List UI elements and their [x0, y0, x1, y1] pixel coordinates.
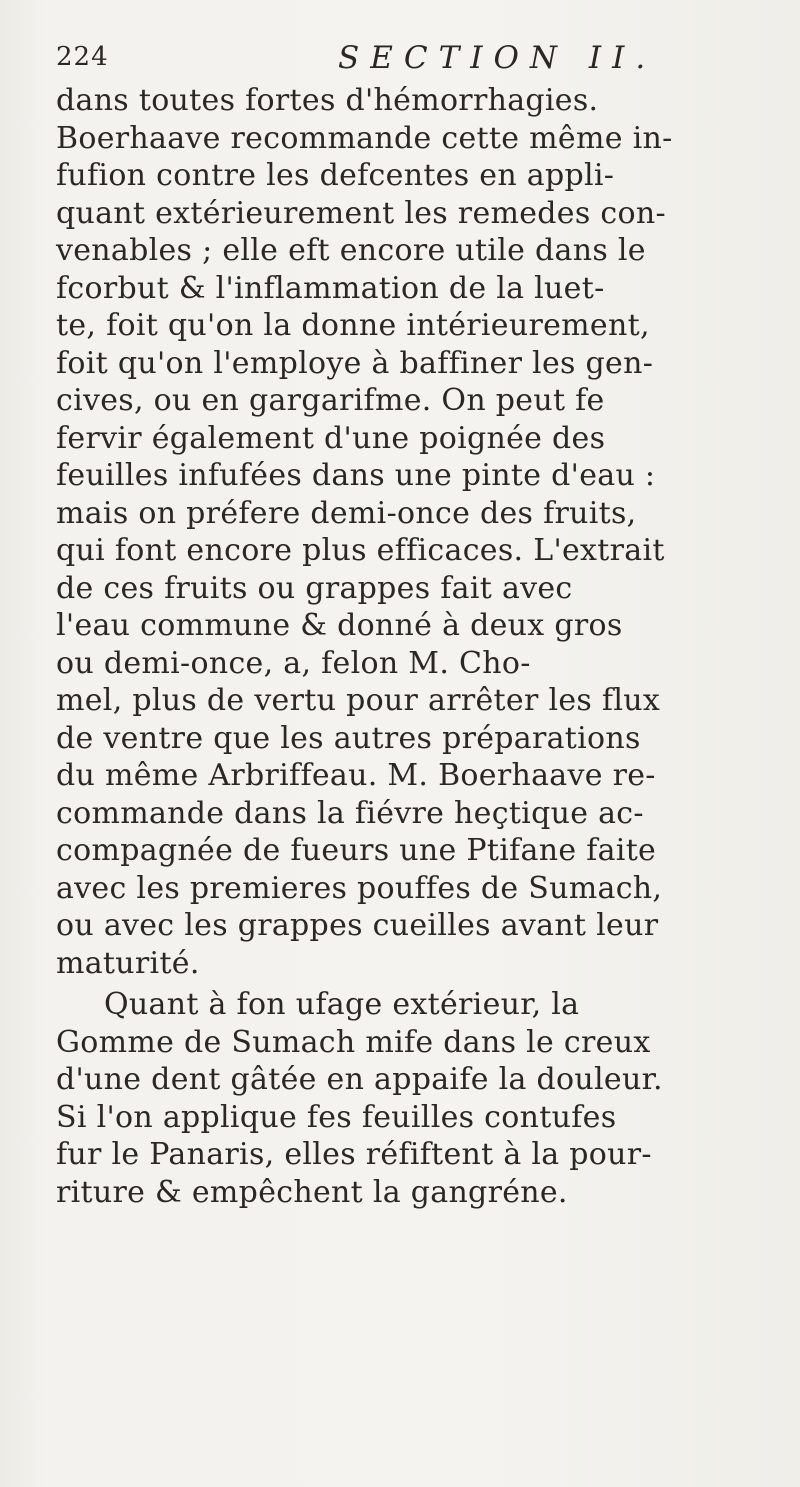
text-line: foit qu'on l'employe à baffiner les gen- [56, 345, 654, 381]
body-text [56, 82, 768, 1211]
text-line: compagnée de fueurs une Ptifane faite [56, 833, 657, 868]
text-line: fufion contre les defcentes en appli- [56, 158, 615, 193]
text-line: du même Arbriffeau. M. Boerhaave re- [56, 758, 656, 793]
text-line: cives, ou en gargarifme. On peut fe [56, 383, 605, 418]
text-line: dans toutes fortes d'hémorrhagies. [56, 83, 599, 118]
page-header [56, 42, 756, 82]
text-line: maturité. [56, 945, 200, 981]
text-line: Si l'on applique fes feuilles contufes [56, 1099, 617, 1135]
running-title: SECTION II. [338, 40, 657, 76]
text-line: ou avec les grappes cueilles avant leur [56, 908, 659, 943]
paragraph-start-line: Quant à fon ufage extérieur, la [104, 987, 580, 1022]
text-line: quant extérieurement les remedes con- [56, 195, 666, 231]
text-line: Gomme de Sumach mife dans le creux [56, 1024, 651, 1060]
text-line: fur le Panaris, elles réfiftent à la pour- [56, 1137, 652, 1172]
text-line: de ces fruits ou grappes fait avec [56, 570, 573, 606]
text-line: feuilles infufées dans une pinte d'eau : [56, 458, 656, 493]
text-line: fcorbut & l'inflammation de la luet- [56, 270, 605, 306]
text-line: Boerhaave recommande cette même in- [56, 120, 673, 156]
text-line: mais on préfere demi-once des fruits, [56, 495, 637, 531]
text-line: commande dans la fiévre heçtique ac- [56, 795, 644, 831]
text-line: venables ; elle eft encore utile dans le [56, 233, 646, 268]
text-line: ou demi-once, a, felon M. Cho- [56, 645, 531, 681]
text-line: l'eau commune & donné à deux gros [56, 608, 623, 643]
text-line: de ventre que les autres préparations [56, 720, 641, 756]
text-line: fervir également d'une poignée des [56, 420, 606, 456]
text-line: avec les premieres pouffes de Sumach, [56, 870, 663, 906]
text-line: te, foit qu'on la donne intérieurement, [56, 308, 650, 343]
text-line: mel, plus de vertu pour arrêter les flux [56, 683, 661, 718]
text-line: riture & empêchent la gangréne. [56, 1174, 568, 1210]
text-line: d'une dent gâtée en appaife la douleur. [56, 1062, 663, 1097]
page-number: 224 [56, 42, 109, 72]
text-line: qui font encore plus efficaces. L'extrait [56, 533, 665, 568]
